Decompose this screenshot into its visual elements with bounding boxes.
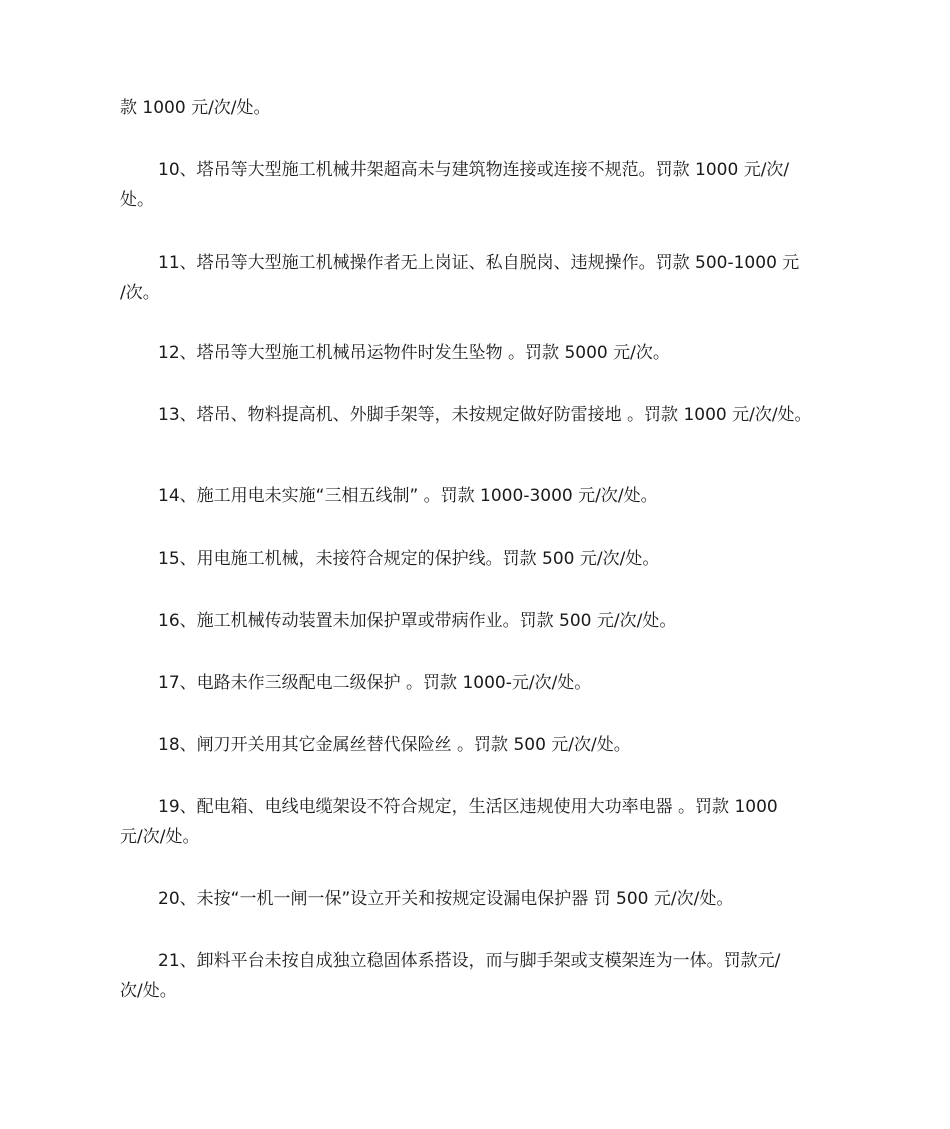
item-17: 17、电路未作三级配电二级保护 。罚款 1000-元/次/处。 (158, 673, 592, 693)
item-18: 18、闸刀开关用其它金属丝替代保险丝 。罚款 500 元/次/处。 (158, 735, 631, 755)
item-12: 12、塔吊等大型施工机械吊运物件时发生坠物 。罚款 5000 元/次。 (158, 343, 670, 363)
item-10-line-2: 处。 (120, 190, 154, 210)
item-11-line-2: /次。 (120, 283, 160, 303)
item-19-line-1: 19、配电箱、电线电缆架设不符合规定，生活区违规使用大功率电器 。罚款 1000 (158, 797, 778, 817)
item-13: 13、塔吊、物料提高机、外脚手架等，未按规定做好防雷接地 。罚款 1000 元/次/处。 (158, 405, 812, 425)
item-16: 16、施工机械传动装置未加保护罩或带病作业。罚款 500 元/次/处。 (158, 611, 677, 631)
item-15: 15、用电施工机械，未接符合规定的保护线。罚款 500 元/次/处。 (158, 549, 660, 569)
item-11-line-1: 11、塔吊等大型施工机械操作者无上岗证、私自脱岗、违规操作。罚款 500-1000 元 (158, 253, 800, 273)
item-20: 20、未按“一机一闸一保”设立开关和按规定设漏电保护器 罚 500 元/次/处。 (158, 889, 734, 909)
item-21-line-2: 次/处。 (120, 981, 177, 1001)
item-19-line-2: 元/次/处。 (120, 827, 200, 847)
text-line-continuation: 款 1000 元/次/处。 (120, 98, 271, 118)
item-10-line-1: 10、塔吊等大型施工机械井架超高未与建筑物连接或连接不规范。罚款 1000 元/次/ (158, 160, 790, 180)
item-21-line-1: 21、卸料平台未按自成独立稳固体系搭设，而与脚手架或支模架连为一体。罚款元/ (158, 951, 781, 971)
item-14: 14、施工用电未实施“三相五线制” 。罚款 1000-3000 元/次/处。 (158, 486, 658, 506)
